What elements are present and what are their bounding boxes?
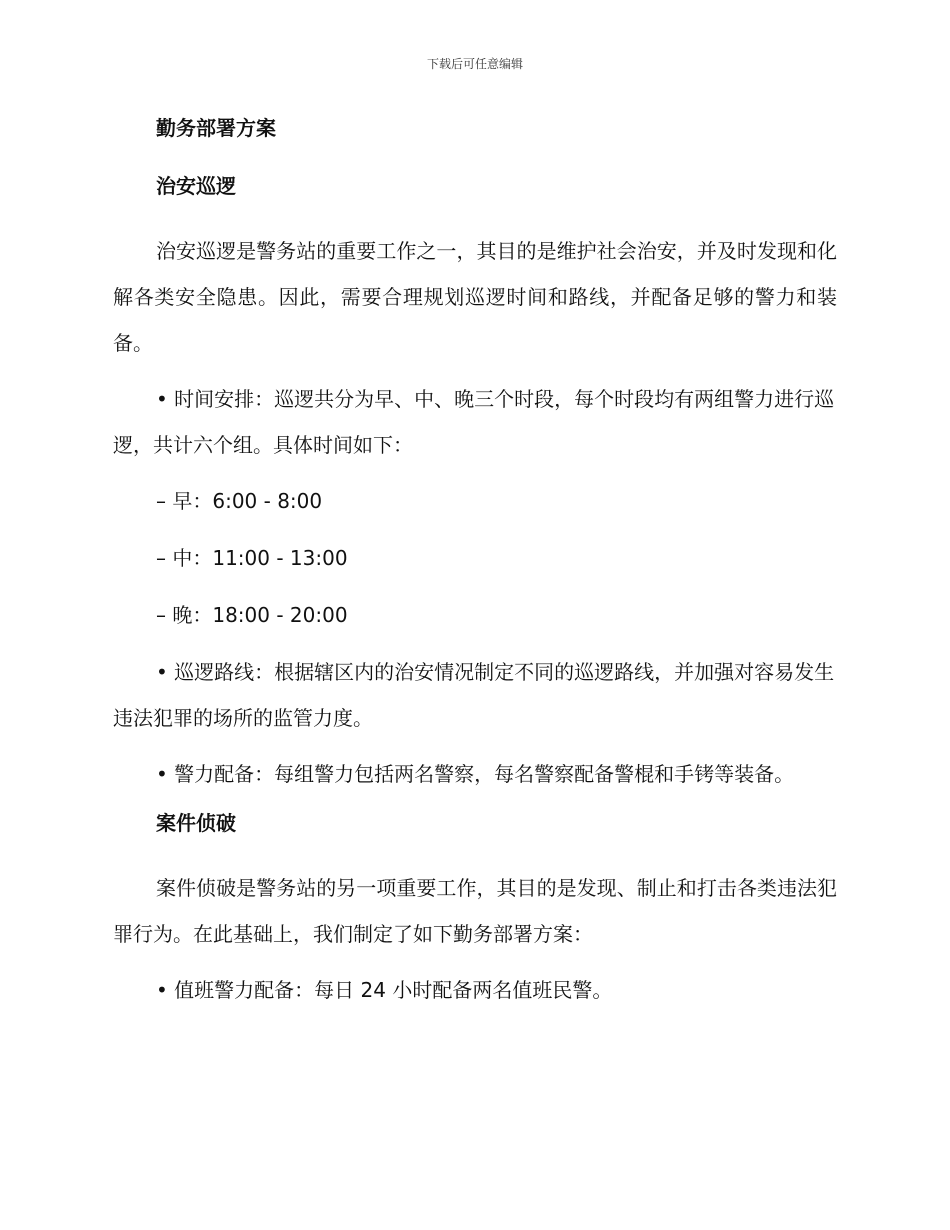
patrol-time-morning: – 早：6:00 - 8:00 [156,489,323,513]
patrol-route-item: • 巡逻路线：根据辖区内的治安情况制定不同的巡逻路线，并加强对容易发生违法犯罪的场所的监管力度。 [113,660,835,730]
section-heading-case: 案件侦破 [156,811,236,835]
case-intro-paragraph: 案件侦破是警务站的另一项重要工作，其目的是发现、制止和打击各类违法犯罪行为。在此基础上，我们制定了如下勤务部署方案： [113,876,837,946]
patrol-time-noon: – 中：11:00 - 13:00 [156,546,348,570]
patrol-force-item: • 警力配备：每组警力包括两名警察，每名警察配备警棍和手铐等装备。 [156,762,795,786]
patrol-intro-paragraph: 治安巡逻是警务站的重要工作之一，其目的是维护社会治安，并及时发现和化解各类安全隐患。因此，需要合理规划巡逻时间和路线，并配备足够的警力和装备。 [113,239,837,355]
patrol-time-item: • 时间安排：巡逻共分为早、中、晚三个时段，每个时段均有两组警力进行巡逻，共计六个组。具体时间如下： [113,387,835,457]
patrol-time-evening: – 晚：18:00 - 20:00 [156,603,348,627]
document-title: 勤务部署方案 [156,116,276,140]
header-note: 下载后可任意编辑 [426,57,523,71]
case-duty-item: • 值班警力配备：每日 24 小时配备两名值班民警。 [156,978,613,1002]
section-heading-patrol: 治安巡逻 [156,174,236,198]
document-body [113,112,837,1023]
